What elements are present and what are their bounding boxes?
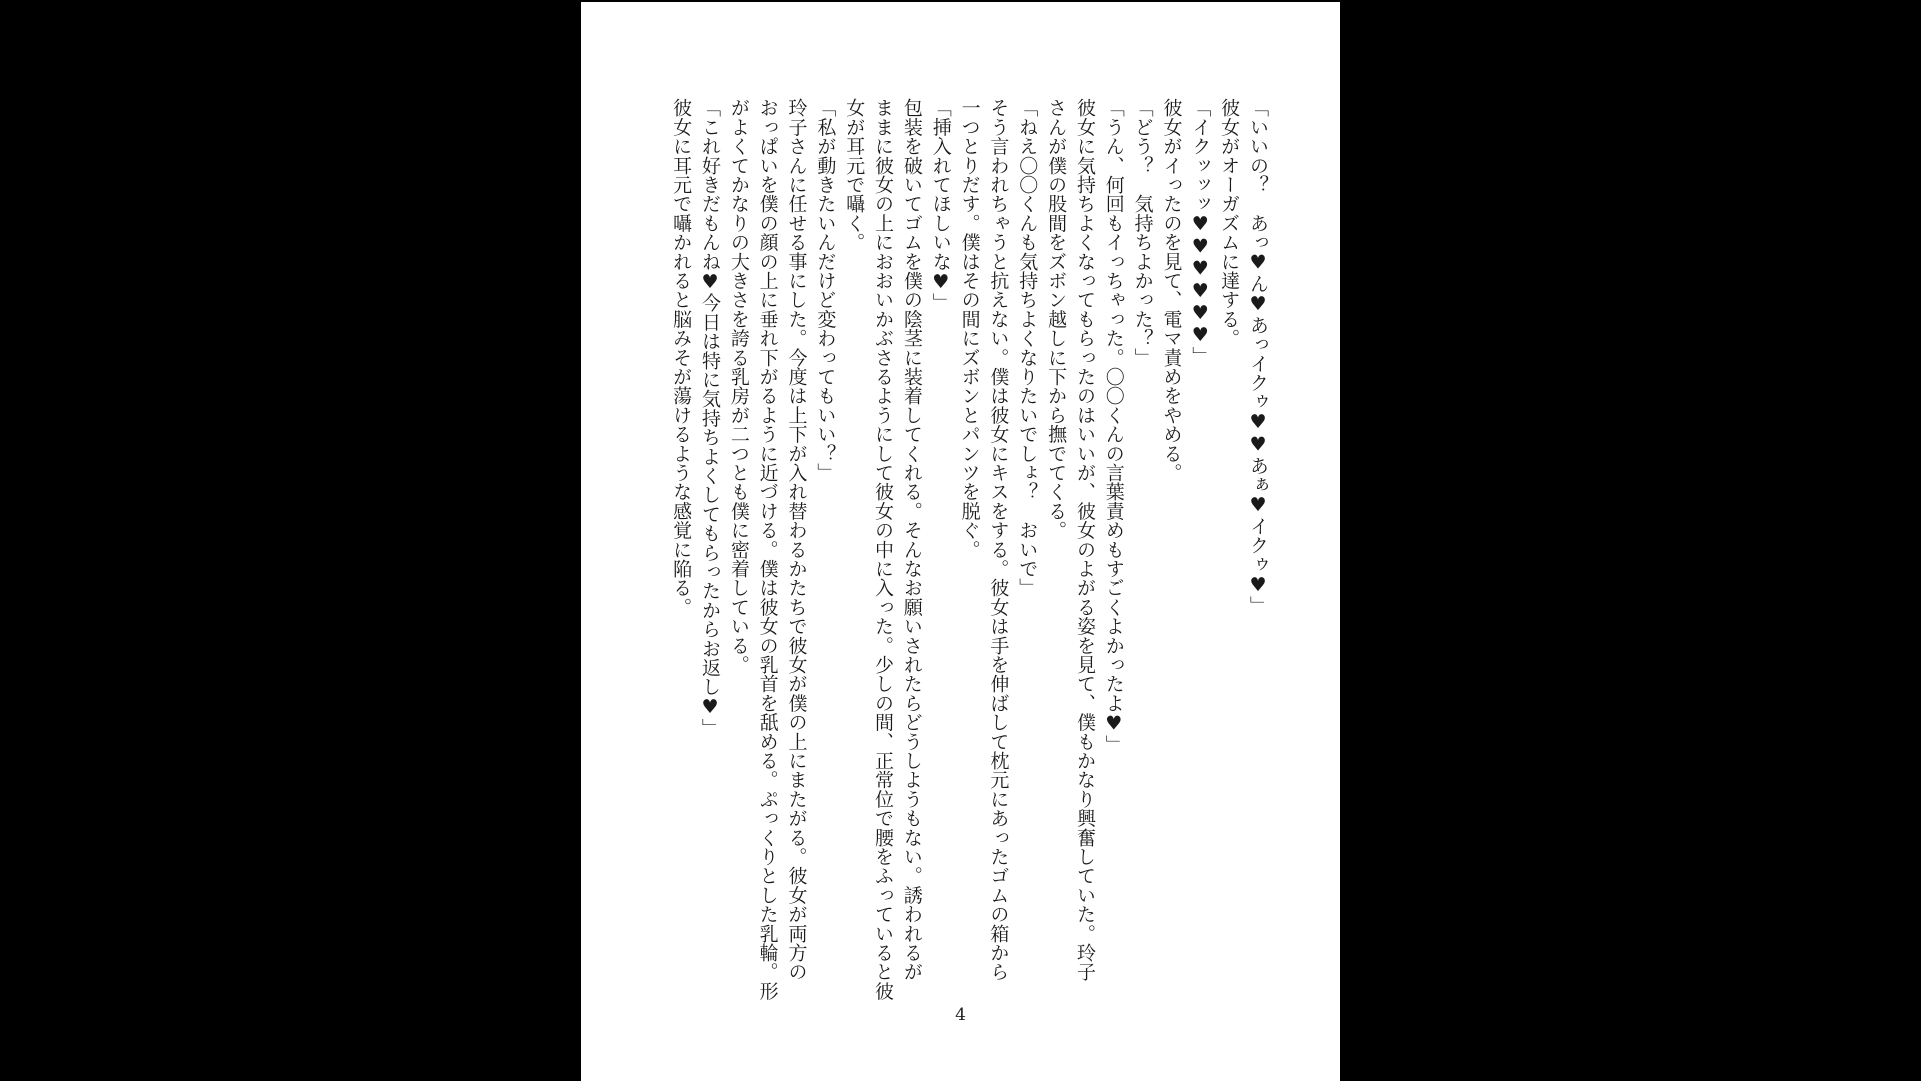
text-line: 彼女がオーガズムに達する。 [1218, 98, 1241, 348]
text-line: おっぱいを僕の顔の上に垂れ下がるように近づける。僕は彼女の乳首を舐める。ぷっくりとした乳輪。形 [756, 98, 779, 1001]
text-line: 彼女がイったのを見て、電マ責めをやめる。 [1160, 98, 1183, 482]
text-line: 「挿入れてほしいな♥」 [929, 98, 952, 313]
text-line: 「ねえ〇〇くんも気持ちよくなりたいでしょ？ おいで」 [1016, 98, 1039, 598]
document-page [581, 2, 1340, 1081]
text-line: 女が耳元で囁く。 [843, 98, 866, 252]
text-line: ままに彼女の上におおいかぶさるようにして彼女の中に入った。少しの間、正常位で腰をふっていると彼 [872, 98, 895, 1001]
text-line: 「イクッッッ♥♥♥♥♥♥」 [1189, 98, 1212, 366]
text-line: がよくてかなりの大きさを誇る乳房が二つとも僕に密着している。 [727, 98, 750, 674]
text-line: さんが僕の股間をズボン越しに下から撫でてくる。 [1045, 98, 1068, 540]
text-line: 彼女に気持ちよくなってもらったのはいいが、彼女のよがる姿を見て、僕もかなり興奮していた。玲子 [1073, 98, 1096, 982]
text-line: そう言われちゃうと抗えない。僕は彼女にキスをする。彼女は手を伸ばして枕元にあったゴムの箱から [987, 98, 1010, 982]
text-line: 「私が動きたいんだけど変わってもいい？」 [814, 98, 837, 482]
text-line: 彼女に耳元で囁かれると脳みそが蕩けるような感覚に陥る。 [670, 98, 693, 617]
text-line: 「うん、何回もイっちゃった。〇〇くんの言葉責めもすごくよかったよ♥」 [1102, 98, 1125, 754]
text-line: 「どう？ 気持ちよかった？」 [1131, 98, 1154, 367]
vertical-text-body [666, 98, 1272, 1001]
text-line: 「これ好きだもんね♥今日は特に気持ちよくしてもらったからお返し♥」 [698, 98, 721, 738]
text-line: 玲子さんに任せる事にした。今度は上下が入れ替わるかたちで彼女が僕の上にまたがる。彼女が両方の [785, 98, 808, 982]
page-number: 4 [955, 1005, 966, 1025]
text-line: 包装を破いてゴムを僕の陰茎に装着してくれる。そんなお願いされたらどうしようもない。誘われるが [900, 98, 923, 982]
text-line: 「いいの？ あっ♥ん♥あっイクゥ♥♥あぁ♥イクゥ♥」 [1247, 98, 1269, 616]
text-line: 一つとりだす。僕はその間にズボンとパンツを脱ぐ。 [958, 98, 981, 559]
